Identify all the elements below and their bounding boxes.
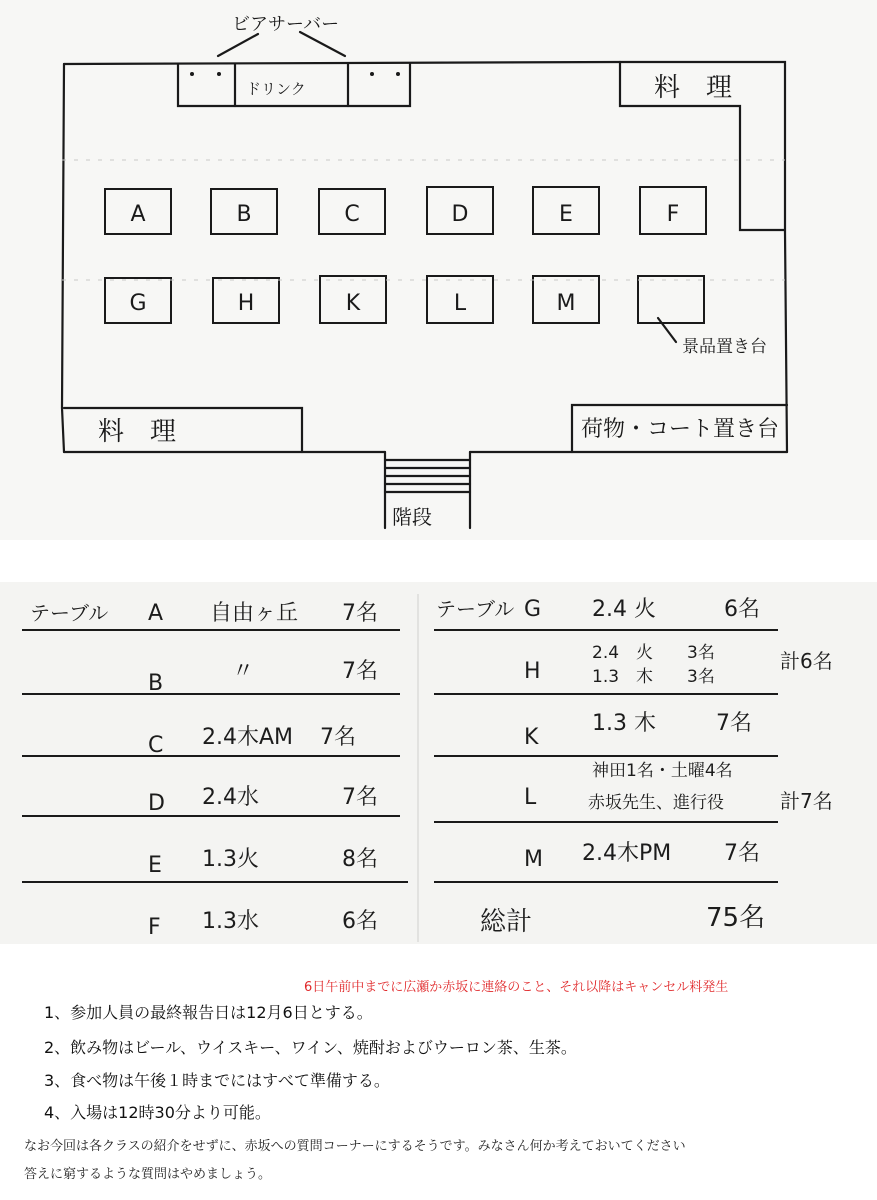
cancellation-notice: 6日午前中までに広瀬か赤坂に連絡のこと、それ以降はキャンセル料発生: [304, 980, 729, 995]
right-row-g-group: 2.4 火: [592, 597, 656, 622]
right-row-h-table: H: [524, 659, 541, 684]
cooking-bottom-label: 料 理: [98, 417, 177, 447]
drink-label: ドリンク: [246, 80, 306, 98]
footnote-line-1: なお今回は各クラスの紹介をせずに、赤坂への質問コーナーにするそうです。みなさん何か考えておいてください: [24, 1139, 686, 1154]
tap-dot: [190, 72, 194, 76]
left-row-d-count: 7名: [342, 785, 378, 810]
right-row-h-total: 計6名: [780, 649, 833, 673]
tap-dot: [217, 72, 221, 76]
left-table-header: テーブル: [30, 601, 109, 625]
table-assignment-sheet: [0, 582, 877, 944]
left-row-f-table: F: [148, 915, 161, 940]
stairs-label: 階段: [392, 505, 432, 529]
left-row-e-group: 1.3火: [202, 847, 259, 872]
left-row-c-group: 2.4木AM: [202, 725, 294, 750]
total-value: 75名: [706, 903, 766, 933]
total-label: 総計: [480, 907, 533, 937]
left-row-e-table: E: [148, 853, 162, 878]
prize-stand-label: 景品置き台: [682, 337, 767, 357]
left-row-e-count: 8名: [342, 847, 378, 872]
cooking-top-label: 料 理: [654, 73, 733, 103]
table-label-c: C: [344, 202, 360, 227]
left-row-c-table: C: [148, 733, 164, 758]
table-label-e: E: [559, 202, 573, 227]
right-row-g-count: 6名: [724, 597, 760, 622]
right-table-header: テーブル: [436, 597, 515, 621]
right-row-h-line1: 2.4 火 3名: [592, 643, 715, 663]
right-row-m-group: 2.4木PM: [582, 841, 672, 866]
right-row-l-line2: 赤坂先生、進行役: [588, 793, 724, 813]
right-row-l-total: 計7名: [780, 789, 833, 813]
floor-plan-drawing: [0, 0, 877, 540]
left-row-b-table: B: [148, 671, 164, 696]
right-row-h-line2: 1.3 木 3名: [592, 667, 715, 687]
table-label-g: G: [129, 291, 147, 316]
table-assignment-drawing: [0, 582, 877, 944]
right-row-m-count: 7名: [724, 841, 760, 866]
table-label-d: D: [451, 202, 469, 227]
right-row-m-table: M: [524, 847, 543, 872]
left-row-f-group: 1.3水: [202, 909, 259, 934]
right-row-l-table: L: [524, 785, 537, 810]
left-row-d-group: 2.4水: [202, 785, 259, 810]
table-label-b: B: [236, 202, 252, 227]
left-row-a-count: 7名: [342, 601, 378, 626]
right-row-k-count: 7名: [716, 711, 752, 736]
left-row-f-count: 6名: [342, 909, 378, 934]
tap-dot: [370, 72, 374, 76]
rule-1: 1、参加人員の最終報告日は12月6日とする。: [44, 1003, 373, 1022]
right-row-g-table: G: [524, 597, 542, 622]
left-row-c-count: 7名: [320, 725, 356, 750]
rule-2: 2、飲み物はビール、ウイスキー、ワイン、焼酎およびウーロン茶、生茶。: [44, 1038, 577, 1057]
left-row-b-group: 〃: [232, 659, 255, 684]
table-box: [638, 276, 704, 323]
left-row-b-count: 7名: [342, 659, 378, 684]
left-row-d-table: D: [148, 791, 165, 816]
footnote-line-2: 答えに窮するような質問はやめましょう。: [24, 1167, 272, 1182]
luggage-label: 荷物・コート置き台: [581, 417, 780, 442]
left-row-a-group: 自由ヶ丘: [210, 601, 299, 626]
rule-3: 3、食べ物は午後１時までにはすべて準備する。: [44, 1071, 390, 1090]
right-row-k-group: 1.3 木: [592, 711, 656, 736]
right-row-l-line1: 神田1名・土曜4名: [592, 761, 733, 781]
right-row-k-table: K: [524, 725, 539, 750]
tap-dot: [396, 72, 400, 76]
beer-server-label: ビアサーバー: [232, 14, 340, 35]
table-label-f: F: [666, 202, 680, 227]
rule-4: 4、入場は12時30分より可能。: [44, 1103, 271, 1122]
table-label-l: L: [453, 291, 467, 316]
table-label-k: K: [345, 291, 361, 316]
left-row-a-table: A: [148, 601, 164, 626]
table-label-m: M: [556, 291, 576, 316]
floor-plan: [0, 0, 877, 540]
table-label-a: A: [130, 202, 146, 227]
table-label-h: H: [237, 291, 255, 316]
